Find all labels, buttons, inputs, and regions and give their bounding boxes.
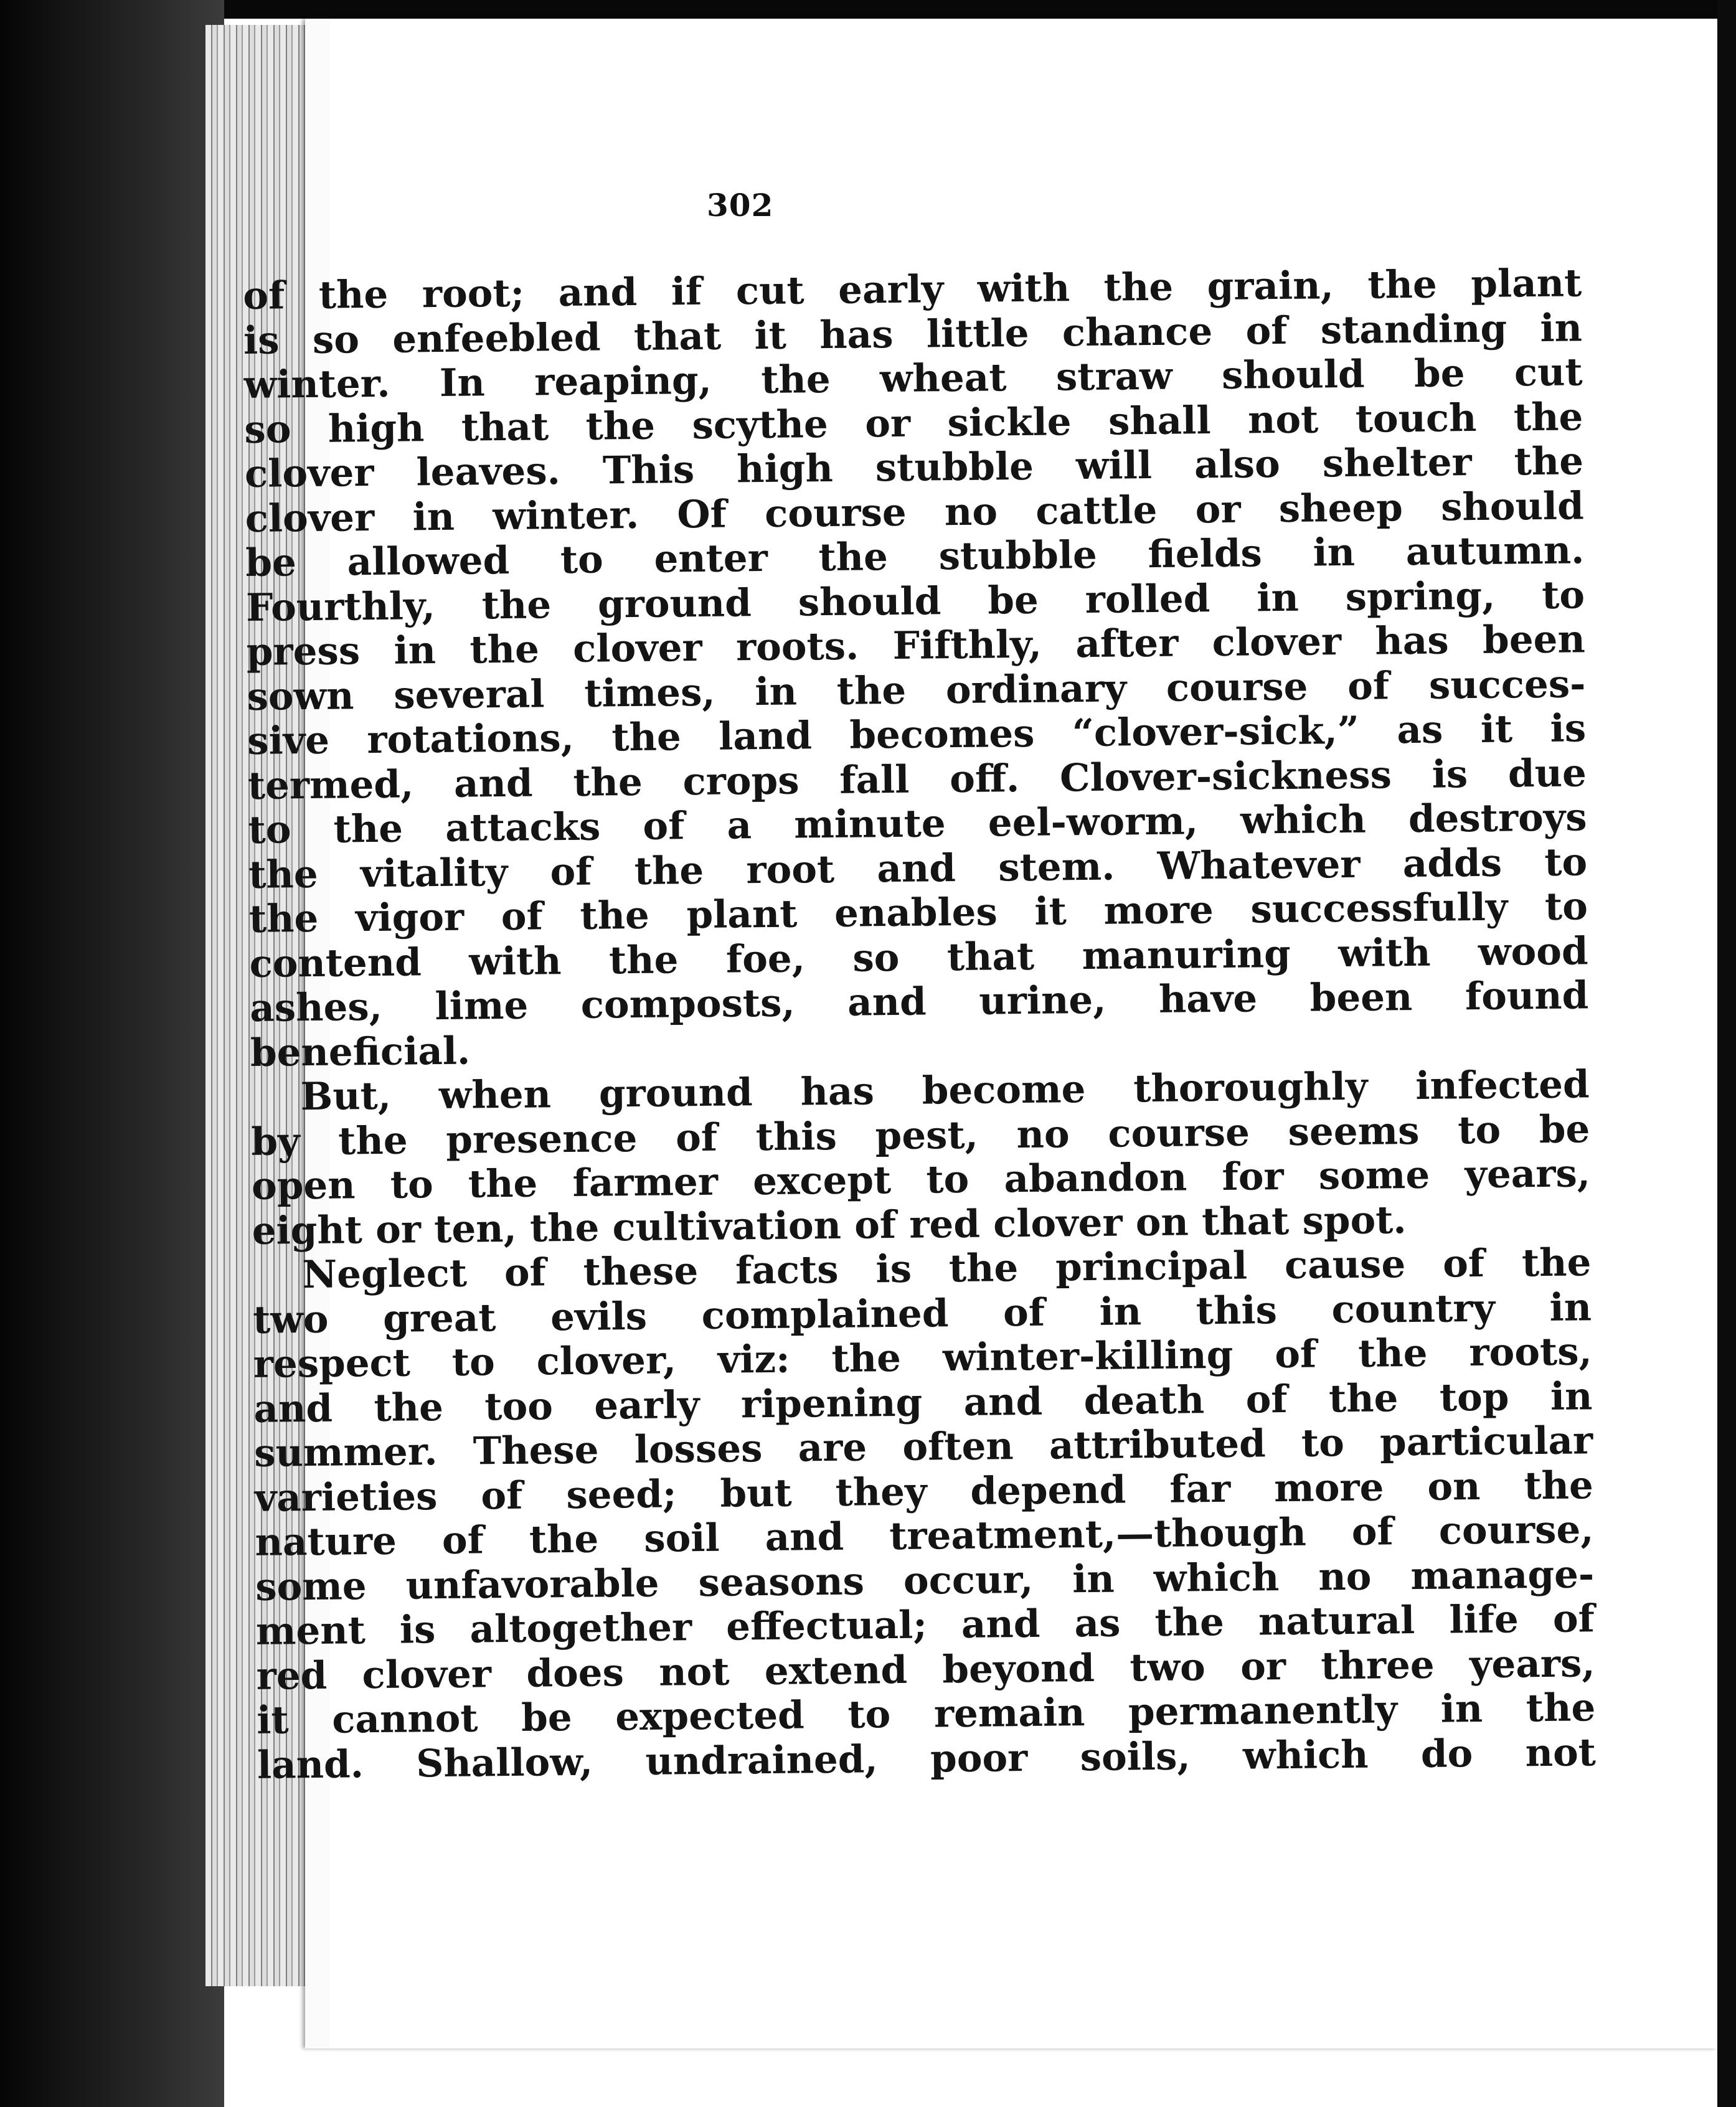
text-line: clover in winter. Of course no cattle or sheep should: [245, 483, 1585, 541]
text-line: red clover does not extend beyond two or three years,: [256, 1641, 1595, 1699]
text-line: some unfavorable seasons occur, in which no manage-: [255, 1552, 1595, 1610]
text-line: summer. These losses are often attributed to particular: [253, 1418, 1593, 1476]
text-line: winter. In reaping, the wheat straw should be cut: [243, 350, 1583, 407]
text-line: clover leaves. This high stubble will also shelter the: [244, 439, 1584, 496]
text-line: to the attacks of a minute eel-worm, which destroys: [248, 795, 1587, 852]
text-line: the vigor of the plant enables it more successfully to: [248, 884, 1588, 941]
body-text: [243, 261, 1596, 1788]
text-line: varieties of seed; but they depend far more on the: [254, 1463, 1594, 1520]
text-line: be allowed to enter the stubble fields in autumn.: [245, 528, 1585, 585]
text-line: and the too early ripening and death of the top in: [253, 1374, 1593, 1431]
text-line: contend with the foe, so that manuring with wood: [249, 928, 1588, 986]
text-line: ashes, lime composts, and urine, have been found: [249, 973, 1589, 1030]
text-line: sive rotations, the land becomes “clover-sick,” as it is: [247, 706, 1587, 763]
text-line: land. Shallow, undrained, poor soils, which do not: [257, 1730, 1597, 1788]
text-line: the vitality of the root and stem. Whatever adds to: [248, 839, 1588, 897]
text-line: Neglect of these facts is the principal cause of the: [302, 1240, 1592, 1298]
text-line: termed, and the crops fall off. Clover-sickness is due: [247, 750, 1587, 808]
scan-background-right: [1717, 0, 1736, 2107]
text-line: is so enfeebled that it has little chance of standing in: [243, 305, 1583, 363]
text-line: two great evils complained of in this country in: [252, 1284, 1592, 1342]
text-line: it cannot be expected to remain permanently in the: [256, 1685, 1596, 1743]
text-line: so high that the scythe or sickle shall not touch the: [244, 394, 1583, 452]
text-line: sown several times, in the ordinary course of succes-: [247, 661, 1586, 719]
text-line: by the presence of this pest, no course seems to be: [251, 1106, 1590, 1164]
text-line: nature of the soil and treatment,—though of course,: [255, 1507, 1594, 1565]
text-line: Fourthly, the ground should be rolled in spring, to: [245, 572, 1585, 630]
text-line: But, when ground has become thoroughly infected: [300, 1062, 1590, 1119]
page-number: 302: [707, 187, 774, 224]
text-line: beneficial.: [250, 1029, 471, 1075]
scan-background-top: [0, 0, 1736, 19]
text-line: ment is altogether effectual; and as the natural life of: [255, 1596, 1595, 1654]
text-line: respect to clover, viz: the winter-killing of the roots,: [253, 1329, 1593, 1387]
text-line: eight or ten, the cultivation of red clover on that spot.: [252, 1197, 1407, 1253]
text-line: of the root; and if cut early with the grain, the plant: [243, 261, 1582, 318]
text-line: open to the farmer except to abandon for some years,: [251, 1151, 1591, 1209]
scan-background-left: [0, 0, 224, 2107]
text-line: press in the clover roots. Fifthly, after clover has been: [246, 617, 1586, 674]
